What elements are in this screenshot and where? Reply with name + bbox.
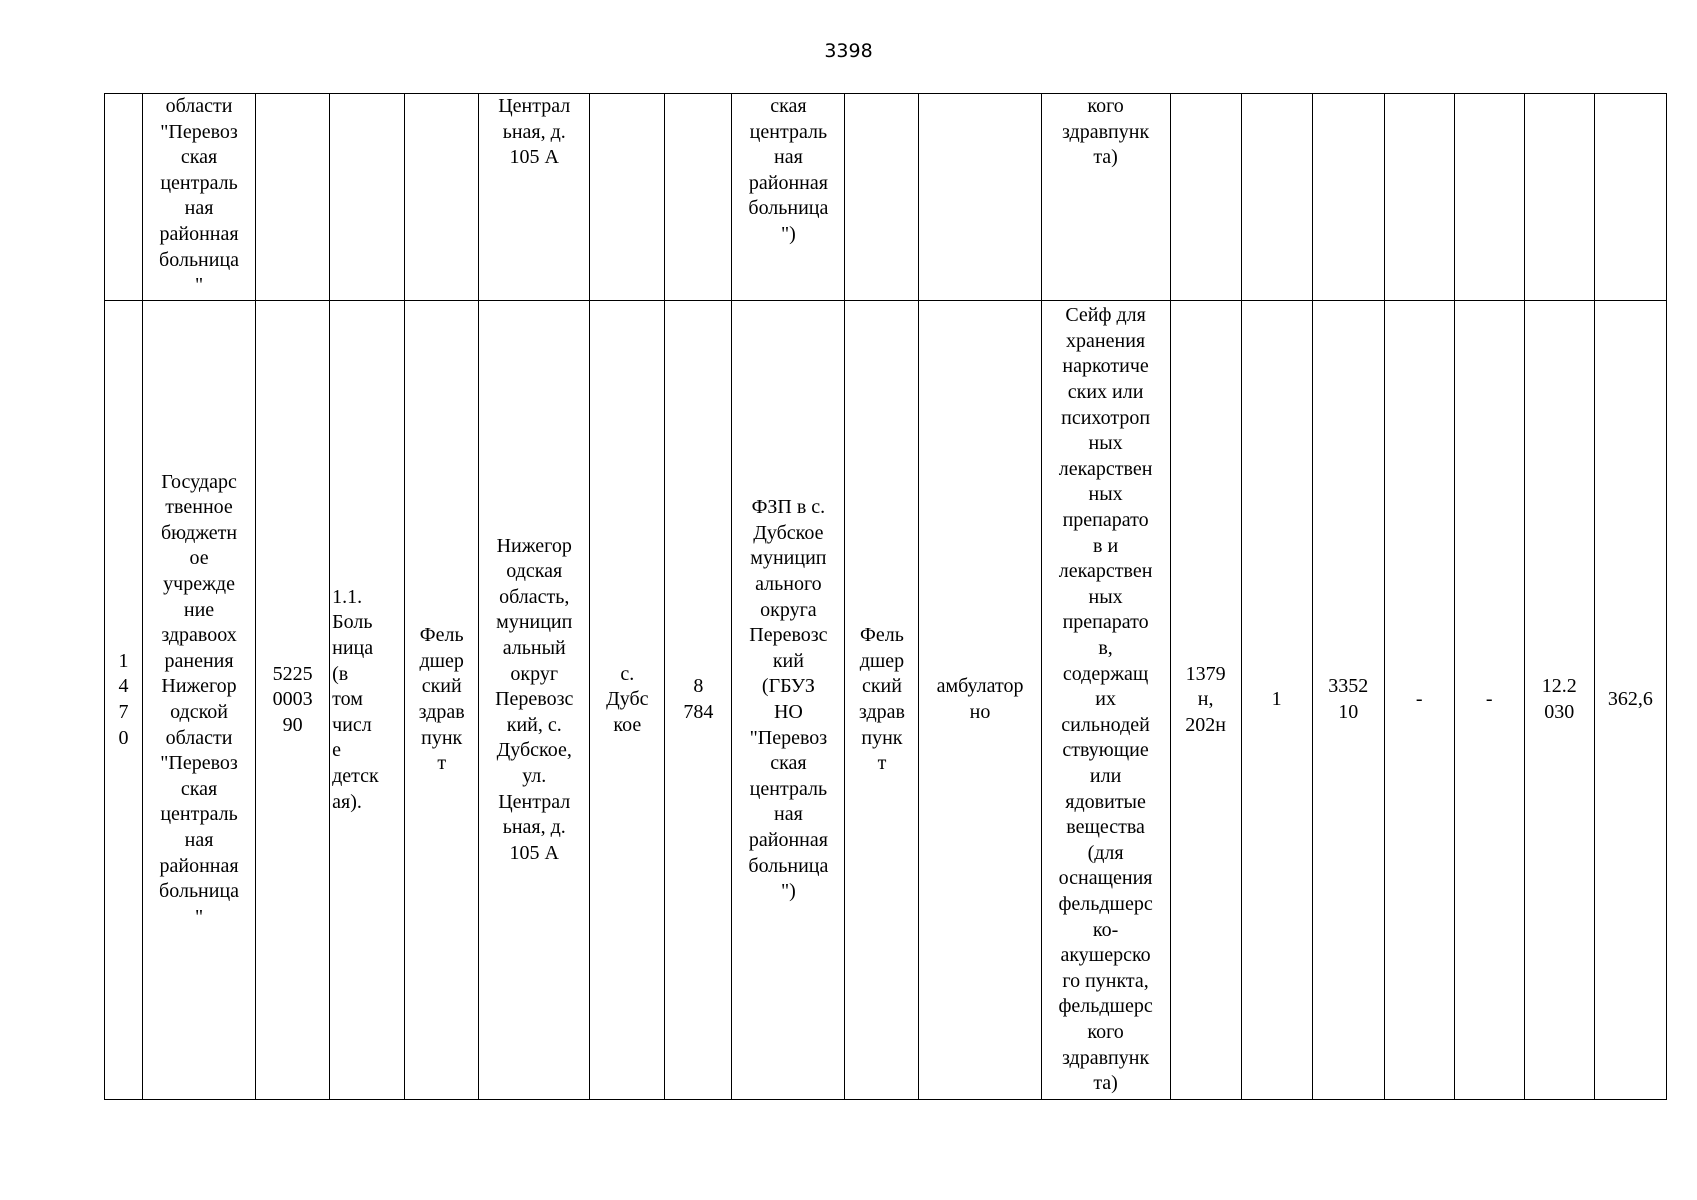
cell-col-17	[1454, 94, 1524, 301]
cell-facility-type: 1.1. Боль ница (в том числ е детск ая).	[330, 301, 405, 1100]
cell-row-number	[105, 94, 143, 301]
cell-care-condition	[919, 94, 1041, 301]
cell-unit-kind	[845, 94, 919, 301]
cell-inn: 5225 0003 90	[256, 301, 330, 1100]
cell-facility-type	[330, 94, 405, 301]
cell-organization: области "Перевоз ская централь ная районная больница "	[143, 94, 256, 301]
equipment-table	[104, 93, 1667, 1100]
cell-organization: Государс твенное бюджетн ое учрежде ние здравоох ранения Нижегор одской области "Перевоз ская централь ная районная больница "	[143, 301, 256, 1100]
cell-code	[1312, 94, 1384, 301]
page-number: 3398	[824, 40, 873, 62]
cell-settlement: с. Дубс кое	[590, 301, 665, 1100]
cell-care-condition: амбулатор но	[919, 301, 1041, 1100]
cell-unit-type	[405, 94, 479, 301]
cell-date: 12.2 030	[1524, 301, 1594, 1100]
cell-address: Централ ьная, д. 105 А	[479, 94, 590, 301]
table-row	[105, 301, 1667, 1100]
cell-amount: 362,6	[1594, 301, 1666, 1100]
cell-date	[1524, 94, 1594, 301]
cell-population: 8 784	[665, 301, 732, 1100]
cell-order: 1379 н, 202н	[1170, 301, 1241, 1100]
cell-col-17: -	[1454, 301, 1524, 1100]
cell-quantity: 1	[1241, 301, 1312, 1100]
cell-settlement	[590, 94, 665, 301]
cell-equipment: кого здравпунк та)	[1041, 94, 1170, 301]
continuation-row	[105, 94, 1667, 301]
cell-col-16	[1384, 94, 1454, 301]
cell-order	[1170, 94, 1241, 301]
cell-unit-type: Фель дшер ский здрав пунк т	[405, 301, 479, 1100]
cell-quantity	[1241, 94, 1312, 301]
cell-equipment: Сейф для хранения наркотиче ских или психотроп ных лекарствен ных препарато в и лекарствен ных препарато в, содержащ их сильнодей ствующие или ядовитые вещества (для оснащения фельдшерс ко- акушерско го пункта, фельдшерс кого здравпунк та)	[1041, 301, 1170, 1100]
cell-unit-kind: Фель дшер ский здрав пунк т	[845, 301, 919, 1100]
cell-unit-name: ская централь ная районная больница ")	[732, 94, 845, 301]
cell-address: Нижегор одская область, муницип альный округ Перевозс кий, с. Дубское, ул. Централ ьная, д. 105 А	[479, 301, 590, 1100]
cell-col-16: -	[1384, 301, 1454, 1100]
cell-amount	[1594, 94, 1666, 301]
cell-unit-name: ФЗП в с. Дубское муницип ального округа Перевозс кий (ГБУЗ НО "Перевоз ская централь ная районная больница ")	[732, 301, 845, 1100]
cell-row-number: 1 4 7 0	[105, 301, 143, 1100]
cell-inn	[256, 94, 330, 301]
cell-population	[665, 94, 732, 301]
cell-code: 3352 10	[1312, 301, 1384, 1100]
